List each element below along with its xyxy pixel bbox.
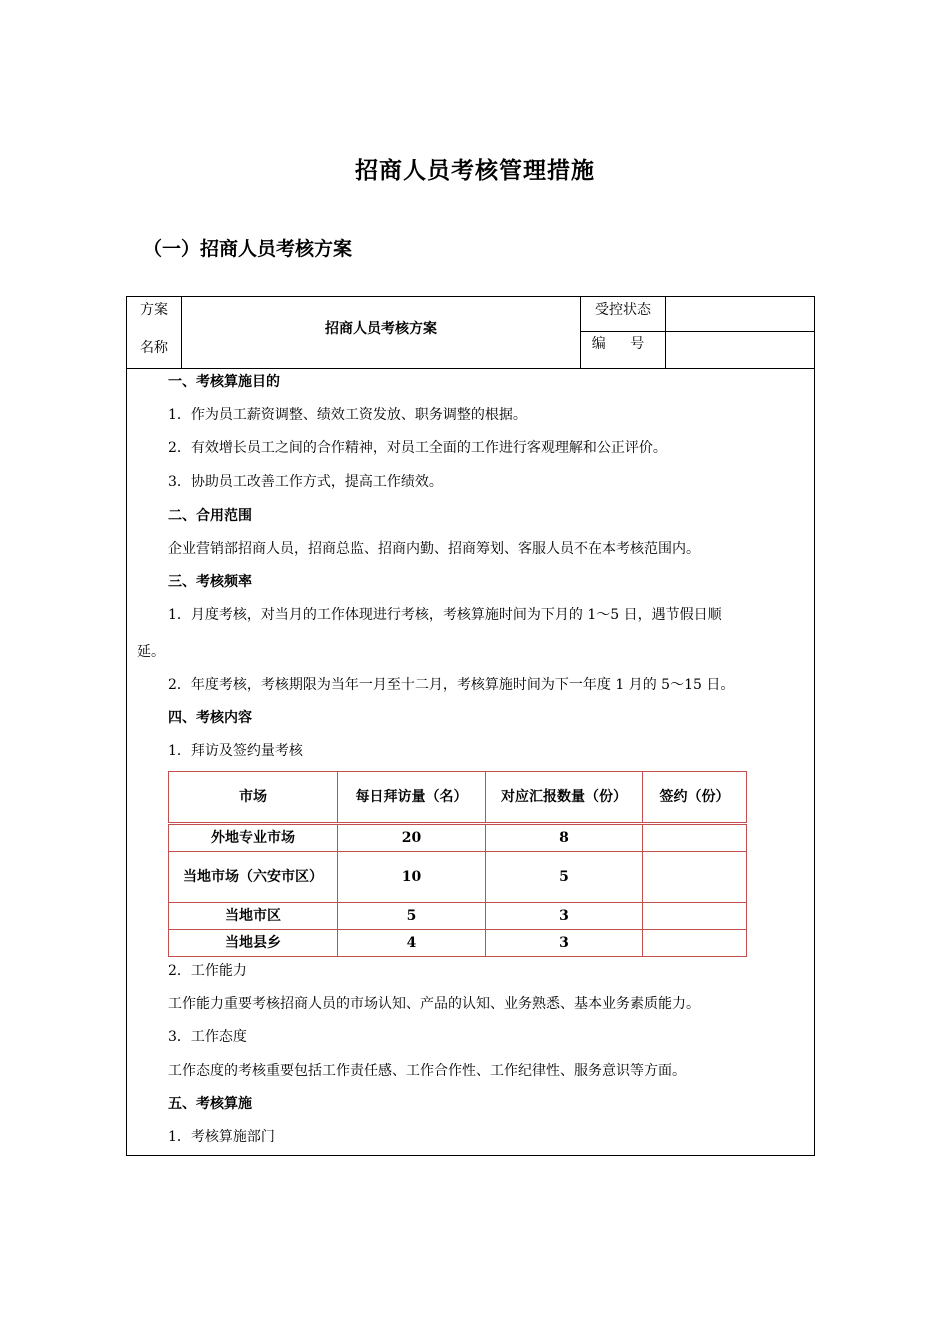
section1-heading: 一、考核算施目的 bbox=[168, 374, 280, 390]
section5-heading: 五、考核算施 bbox=[168, 1096, 252, 1112]
document-title: 招商人员考核管理措施 bbox=[355, 157, 595, 184]
table-cell: 4 bbox=[338, 930, 486, 957]
section4-item3: 3．工作态度 bbox=[168, 1029, 247, 1045]
section1-item3: 3．协助员工改善工作方式，提高工作绩效。 bbox=[168, 474, 443, 490]
table-cell: 当地市场（六安市区） bbox=[169, 852, 338, 903]
table-cell bbox=[643, 930, 747, 957]
section4-item3-paragraph: 工作态度的考核重要包括工作责任感、工作合作性、工作纪律性、服务意识等方面。 bbox=[168, 1063, 686, 1079]
table-cell: 20 bbox=[338, 824, 486, 852]
table-cell: 当地县乡 bbox=[169, 930, 338, 957]
section4-item2: 2．工作能力 bbox=[168, 963, 247, 979]
section4-item1: 1．拜访及签约量考核 bbox=[168, 743, 303, 759]
table-cell: 5 bbox=[338, 903, 486, 930]
table-cell: 3 bbox=[486, 903, 643, 930]
section3-item1-line1: 1．月度考核，对当月的工作体现进行考核，考核算施时间为下月的 1～5 日，遇节假日顺 bbox=[168, 607, 722, 623]
section3-heading: 三、考核频率 bbox=[168, 574, 252, 590]
controlled-status-label: 受控状态 bbox=[581, 297, 666, 332]
table-row bbox=[169, 824, 747, 852]
table-cell: 外地专业市场 bbox=[169, 824, 338, 852]
table-cell: 8 bbox=[486, 824, 643, 852]
scheme-name-value: 招商人员考核方案 bbox=[182, 297, 581, 368]
section1-item2: 2．有效增长员工之间的合作精神，对员工全面的工作进行客观理解和公正评价。 bbox=[168, 440, 667, 456]
table-header-cell: 签约（份） bbox=[643, 772, 747, 824]
table-row bbox=[169, 930, 747, 957]
table-cell bbox=[643, 852, 747, 903]
table-header-cell: 每日拜访量（名） bbox=[338, 772, 486, 824]
table-cell: 3 bbox=[486, 930, 643, 957]
section-heading: （一）招商人员考核方案 bbox=[143, 238, 353, 260]
number-value bbox=[666, 332, 814, 368]
table-cell bbox=[643, 824, 747, 852]
header-divider bbox=[127, 368, 814, 369]
scheme-name-label-line2: 名称 bbox=[140, 340, 168, 356]
section1-item1: 1．作为员工薪资调整、绩效工资发放、职务调整的根据。 bbox=[168, 407, 527, 423]
number-label: 编 号 bbox=[581, 332, 666, 368]
table-row bbox=[169, 852, 747, 903]
table-cell bbox=[643, 903, 747, 930]
table-header-row bbox=[169, 772, 747, 824]
section3-item1-line2: 延。 bbox=[137, 644, 165, 660]
table-row bbox=[169, 903, 747, 930]
table-header-cell: 市场 bbox=[169, 772, 338, 824]
table-header-cell: 对应汇报数量（份） bbox=[486, 772, 643, 824]
section2-paragraph: 企业营销部招商人员，招商总监、招商内勤、招商筹划、客服人员不在本考核范围内。 bbox=[168, 541, 700, 557]
scheme-name-label-line1: 方案 bbox=[140, 302, 168, 318]
table-cell: 10 bbox=[338, 852, 486, 903]
section5-item1: 1．考核算施部门 bbox=[168, 1129, 275, 1145]
scheme-name-label bbox=[127, 297, 182, 368]
controlled-status-value bbox=[666, 297, 814, 332]
section3-item2: 2．年度考核，考核期限为当年一月至十二月，考核算施时间为下一年度 1 月的 5～15 日。 bbox=[168, 677, 735, 693]
table-cell: 5 bbox=[486, 852, 643, 903]
visit-signing-table bbox=[168, 771, 747, 957]
section4-item2-paragraph: 工作能力重要考核招商人员的市场认知、产品的认知、业务熟悉、基本业务素质能力。 bbox=[168, 996, 700, 1012]
section2-heading: 二、合用范围 bbox=[168, 508, 252, 524]
section4-heading: 四、考核内容 bbox=[168, 710, 252, 726]
table-cell: 当地市区 bbox=[169, 903, 338, 930]
